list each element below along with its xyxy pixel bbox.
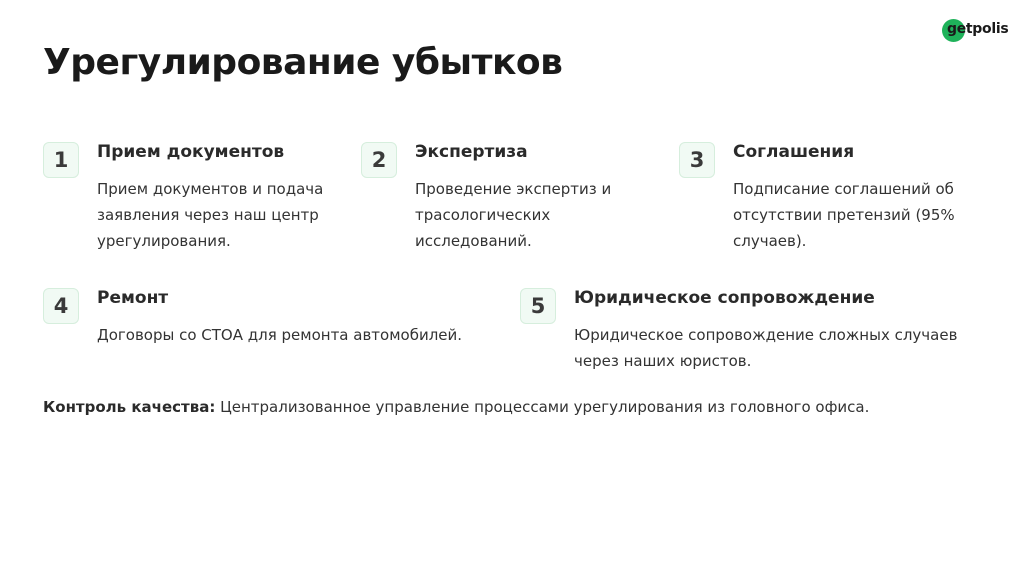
- logo-text: getpolis: [947, 21, 1009, 37]
- step-number-badge: 4: [43, 288, 79, 324]
- step-1: [43, 142, 333, 262]
- step-5: [520, 288, 1000, 378]
- quality-control-label: Контроль качества:: [43, 398, 216, 416]
- step-heading: Ремонт: [97, 288, 169, 308]
- step-description: Прием документов и подача заявления через наш центр урегулирования.: [97, 180, 324, 250]
- step-number-badge: 1: [43, 142, 79, 178]
- step-heading: Соглашения: [733, 142, 855, 162]
- step-number-badge: 3: [679, 142, 715, 178]
- quality-control-note: [43, 396, 869, 418]
- step-3: [679, 142, 999, 262]
- getpolis-logo: [942, 18, 1012, 44]
- step-description: Подписание соглашений об отсутствии претензий (95% случаев).: [733, 180, 955, 250]
- step-4: [43, 288, 503, 368]
- page-title: Урегулирование убытков: [43, 42, 563, 83]
- step-heading: Юридическое сопровождение: [574, 288, 875, 308]
- step-number-badge: 2: [361, 142, 397, 178]
- step-2: [361, 142, 661, 262]
- step-number-badge: 5: [520, 288, 556, 324]
- step-heading: Прием документов: [97, 142, 285, 162]
- quality-control-text: Централизованное управление процессами урегулирования из головного офиса.: [215, 398, 870, 416]
- step-description: Юридическое сопровождение сложных случаев через наших юристов.: [574, 326, 958, 370]
- step-description: Проведение экспертиз и трасологических исследований.: [415, 180, 612, 250]
- step-description: Договоры со СТОА для ремонта автомобилей.: [97, 326, 463, 344]
- step-heading: Экспертиза: [415, 142, 528, 162]
